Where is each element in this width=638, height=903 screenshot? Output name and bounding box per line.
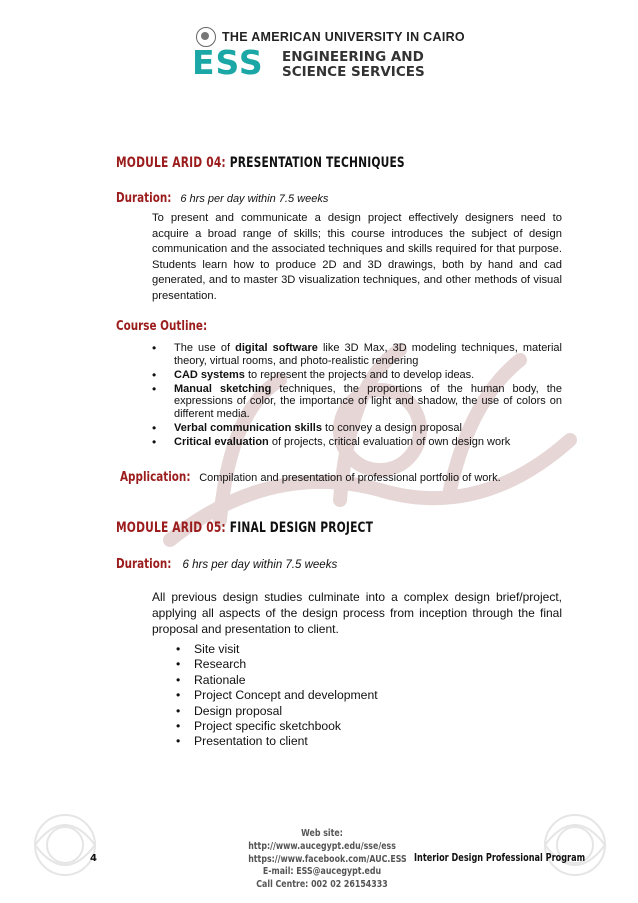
university-name: THE AMERICAN UNIVERSITY IN CAIRO (222, 30, 465, 44)
project-step-item: • Project specific sketchbook (176, 719, 378, 734)
module4-duration (116, 191, 328, 206)
duration-label: Duration: (116, 557, 172, 572)
outline-item-bold: digital software (235, 342, 318, 354)
module5-name: FINAL DESIGN PROJECT (225, 520, 374, 536)
footer-contact (248, 828, 407, 892)
logo-line2: SCIENCE SERVICES (282, 64, 425, 80)
outline-item (152, 436, 562, 449)
footer-call-centre: Call Centre: 002 02 26154333 (256, 879, 388, 891)
ornament-right (530, 800, 620, 890)
project-step-item: • Site visit (176, 642, 378, 657)
project-step-item: • Presentation to client (176, 734, 378, 749)
project-step-item: • Rationale (176, 673, 378, 688)
outline-item (152, 422, 562, 435)
duration-value: 6 hrs per day within 7.5 weeks (182, 559, 338, 571)
project-steps-list (176, 642, 378, 750)
footer-email: E-mail: ESS@aucegypt.edu (262, 866, 382, 878)
application-label: Application: (120, 470, 191, 485)
duration-label: Duration: (116, 191, 172, 206)
module5-description: All previous design studies culminate into a complex design brief/project, applying all aspects of the design process from inception through the final proposal and presentation to client. (152, 590, 562, 636)
ess-logo: ESS (192, 43, 264, 82)
duration-value: 6 hrs per day within 7.5 weeks (180, 193, 329, 205)
application-value: Compilation and presentation of professional portfolio of work. (199, 472, 501, 484)
outline-item-bold: Critical evaluation (174, 436, 269, 449)
logo-line1: ENGINEERING AND (282, 49, 424, 65)
footer-website: Web site: http://www.aucegypt.edu/sse/ess (248, 828, 396, 852)
outline-item (152, 369, 562, 382)
module5-title (116, 520, 373, 536)
module4-description: To present and communicate a design project effectively designers need to acquire a broad range of skills; this course introduces the subject of design communication and the associated techniques and skills required for that purpose. Students learn how to produce 2D and 3D drawings, both by hand and cad generated, and to master 3D visualization techniques, and other methods of visual presentation. (152, 212, 562, 302)
outline-item-text: to represent the projects and to develop ideas. (244, 368, 475, 381)
outline-item-bold: Manual sketching (174, 382, 272, 395)
module4-name: PRESENTATION TECHNIQUES (225, 155, 405, 171)
outline-item-bold: Verbal communication skills (174, 422, 322, 435)
outline-item (152, 383, 562, 421)
course-outline-list (152, 342, 562, 450)
module4-code: MODULE ARID 04: (116, 155, 226, 171)
project-step-item: • Project Concept and development (176, 688, 378, 703)
course-outline-label: Course Outline: (116, 319, 208, 334)
outline-item-text: of projects, critical evaluation of own design work (268, 436, 511, 449)
course-outline-heading (116, 317, 230, 335)
outline-item-bold: CAD systems (174, 368, 245, 381)
module5-duration (116, 557, 337, 572)
module4-application (120, 470, 501, 485)
outline-item-text: techniques, the proportions of the human body, the expressions of color, the importance of light and shadow, the use of colors on different media. (174, 382, 562, 420)
outline-item (152, 342, 562, 367)
outline-item-text: The use of (174, 342, 236, 354)
module5-code: MODULE ARID 05: (116, 520, 226, 536)
project-step-item: • Research (176, 657, 378, 672)
outline-item-text: like 3D Max, 3D modeling techniques, material theory, virtual rooms, and photo-realistic rendering (174, 342, 562, 367)
footer-program-name: Interior Design Professional Program (414, 853, 586, 864)
page-number: 4 (90, 853, 97, 864)
outline-item-text: to convey a design proposal (321, 422, 462, 435)
project-step-item: • Design proposal (176, 704, 378, 719)
footer-facebook: https://www.facebook.com/AUC.ESS (248, 853, 407, 865)
ornament-left (20, 800, 110, 890)
ess-logo-text (282, 50, 425, 80)
module4-title (116, 155, 405, 171)
